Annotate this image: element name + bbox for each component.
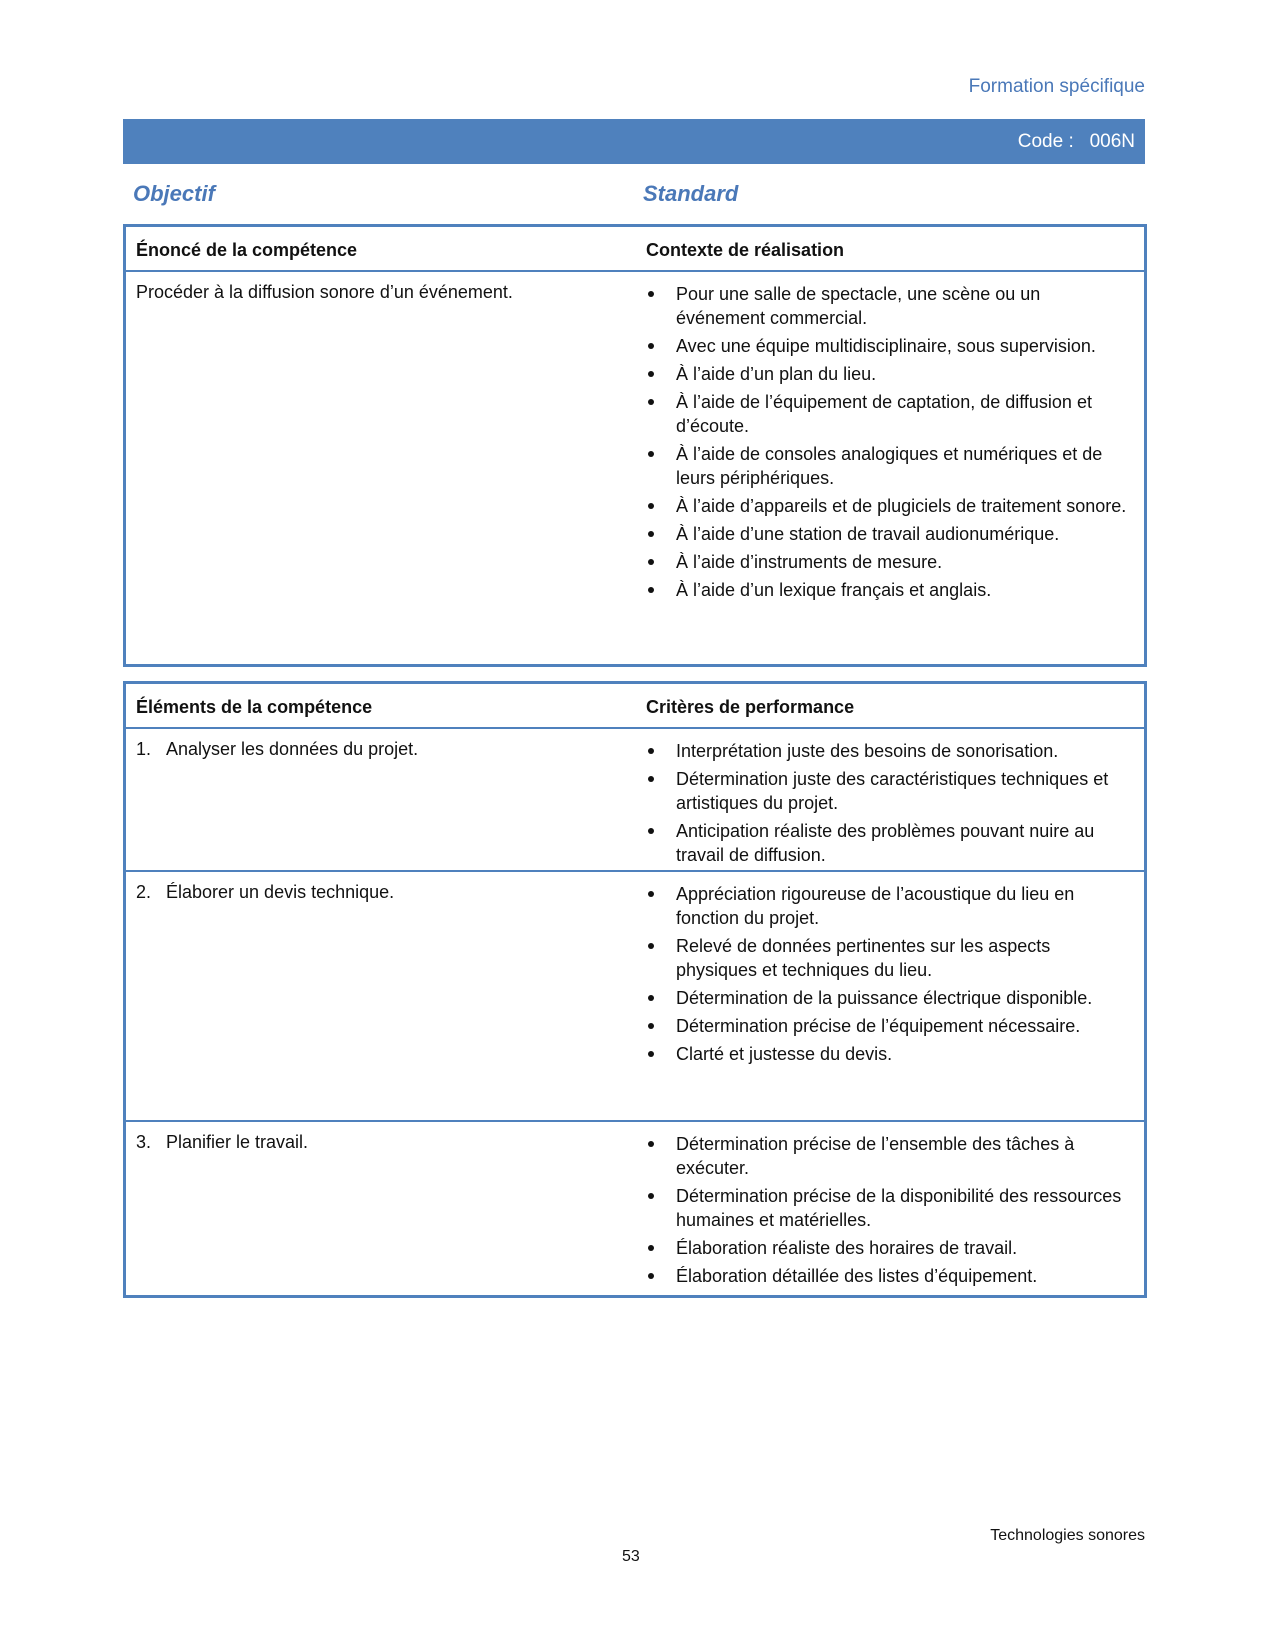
context-header: Contexte de réalisation (646, 240, 845, 260)
list-item: Détermination juste des caractéristiques techniques et artistiques du projet. (646, 767, 1134, 815)
table-header-row (126, 227, 1144, 272)
page-number: 53 (622, 1548, 640, 1565)
statement-row (126, 272, 1144, 652)
criteria-list (646, 1132, 1134, 1292)
element-number: 1. (136, 739, 152, 759)
list-item: Avec une équipe multidisciplinaire, sous supervision. (646, 334, 1134, 358)
competency-code: Code : 006N (1017, 131, 1135, 152)
statement-header: Énoncé de la compétence (136, 240, 358, 260)
list-item: À l’aide d’une station de travail audionumérique. (646, 522, 1134, 546)
table-row (126, 872, 1144, 1122)
context-list (646, 282, 1134, 606)
performance-criteria-table (123, 681, 1147, 1298)
list-item: À l’aide de consoles analogiques et numériques et de leurs périphériques. (646, 442, 1134, 490)
list-item: Détermination précise de la disponibilité des ressources humaines et matérielles. (646, 1184, 1134, 1232)
element-label (136, 882, 394, 903)
standard-title: Standard (643, 181, 739, 206)
element-label (136, 1132, 308, 1153)
competency-statement: Procéder à la diffusion sonore d’un événement. (136, 282, 513, 302)
table-header-row (126, 684, 1144, 729)
criteria-list (646, 739, 1134, 871)
competency-statement-table (123, 224, 1147, 667)
table-row (126, 1122, 1144, 1292)
section-label: Formation spécifique (968, 76, 1145, 97)
list-item: À l’aide d’un plan du lieu. (646, 362, 1134, 386)
list-item: À l’aide d’un lexique français et anglais. (646, 578, 1134, 602)
element-label (136, 739, 418, 760)
list-item: Appréciation rigoureuse de l’acoustique du lieu en fonction du projet. (646, 882, 1134, 930)
list-item: Élaboration détaillée des listes d’équipement. (646, 1264, 1134, 1288)
list-item: Clarté et justesse du devis. (646, 1042, 1134, 1066)
criteria-header: Critères de performance (646, 697, 855, 717)
list-item: Anticipation réaliste des problèmes pouvant nuire au travail de diffusion. (646, 819, 1134, 867)
element-text: Planifier le travail. (166, 1132, 309, 1152)
list-item: Détermination précise de l’ensemble des tâches à exécuter. (646, 1132, 1134, 1180)
elements-header: Éléments de la compétence (136, 697, 373, 717)
list-item: Interprétation juste des besoins de sonorisation. (646, 739, 1134, 763)
element-text: Élaborer un devis technique. (166, 882, 395, 902)
program-name: Technologies sonores (990, 1527, 1145, 1544)
list-item: À l’aide d’appareils et de plugiciels de traitement sonore. (646, 494, 1134, 518)
list-item: Détermination de la puissance électrique disponible. (646, 986, 1134, 1010)
element-text: Analyser les données du projet. (166, 739, 419, 759)
list-item: Relevé de données pertinentes sur les aspects physiques et techniques du lieu. (646, 934, 1134, 982)
list-item: Pour une salle de spectacle, une scène ou un événement commercial. (646, 282, 1134, 330)
code-bar (123, 119, 1145, 164)
element-number: 3. (136, 1132, 152, 1152)
criteria-list (646, 882, 1134, 1070)
table-row (126, 729, 1144, 872)
objective-title: Objectif (133, 181, 215, 206)
list-item: À l’aide de l’équipement de captation, de diffusion et d’écoute. (646, 390, 1134, 438)
list-item: À l’aide d’instruments de mesure. (646, 550, 1134, 574)
list-item: Élaboration réaliste des horaires de travail. (646, 1236, 1134, 1260)
element-number: 2. (136, 882, 152, 902)
list-item: Détermination précise de l’équipement nécessaire. (646, 1014, 1134, 1038)
